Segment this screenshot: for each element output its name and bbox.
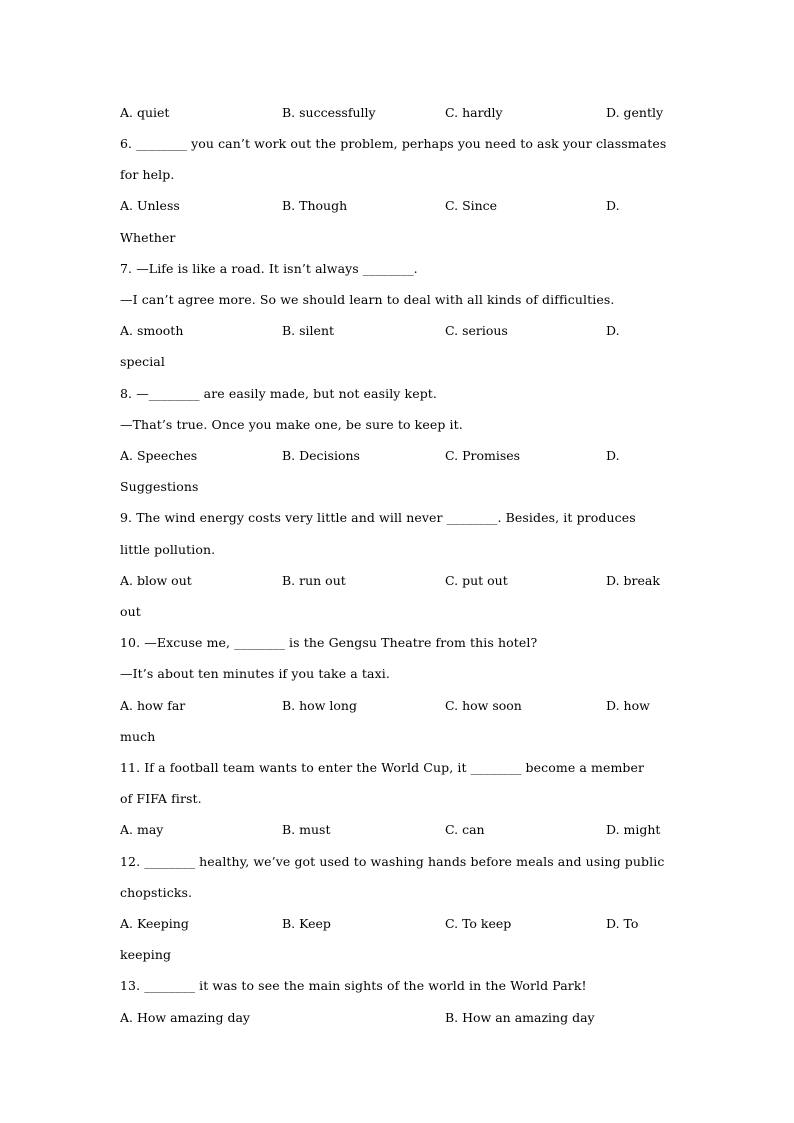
option-d: D. gently — [606, 105, 664, 120]
question-8-text: 8. —________ are easily made, but not easily kept. — [120, 386, 438, 401]
option-c: C. can — [445, 822, 485, 837]
option-d: D. break — [606, 573, 660, 588]
option-d-text: Suggestions — [120, 479, 199, 494]
option-b: B. silent — [282, 323, 335, 338]
question-6-text-cont: for help. — [120, 167, 175, 182]
option-a: A. Speeches — [120, 448, 198, 463]
question-10-reply: —It’s about ten minutes if you take a taxi. — [120, 666, 390, 681]
option-b: B. Though — [282, 198, 348, 213]
option-d: D. how — [606, 698, 650, 713]
question-9-text: 9. The wind energy costs very little and will never ________. Besides, it produces — [120, 510, 636, 525]
question-10-text: 10. —Excuse me, ________ is the Gengsu Theatre from this hotel? — [120, 635, 538, 650]
option-d-text: keeping — [120, 947, 172, 962]
question-13-text: 13. ________ it was to see the main sights of the world in the World Park! — [120, 978, 587, 993]
question-12-text-cont: chopsticks. — [120, 885, 193, 900]
question-7-reply: —I can’t agree more. So we should learn to deal with all kinds of difficulties. — [120, 292, 615, 307]
option-a: A. how far — [120, 698, 186, 713]
option-b: B. must — [282, 822, 331, 837]
option-c: C. Since — [445, 198, 498, 213]
question-12-text: 12. ________ healthy, we’ve got used to washing hands before meals and using public — [120, 854, 665, 869]
option-b: B. successfully — [282, 105, 376, 120]
question-11-text-cont: of FIFA first. — [120, 791, 202, 806]
option-a: A. blow out — [120, 573, 192, 588]
option-a: A. quiet — [120, 105, 170, 120]
option-c: C. To keep — [445, 916, 512, 931]
option-d-text: much — [120, 729, 156, 744]
question-6-text: 6. ________ you can’t work out the problem, perhaps you need to ask your classmates — [120, 136, 667, 151]
option-a: A. may — [120, 822, 164, 837]
question-7-text: 7. —Life is like a road. It isn’t always ________. — [120, 261, 418, 276]
option-d-text: special — [120, 354, 165, 369]
option-d: D. might — [606, 822, 661, 837]
option-a: A. How amazing day — [120, 1010, 250, 1025]
option-b: B. run out — [282, 573, 346, 588]
option-b: B. how long — [282, 698, 357, 713]
option-c: C. hardly — [445, 105, 503, 120]
question-8-reply: —That’s true. Once you make one, be sure to keep it. — [120, 417, 463, 432]
option-c: C. Promises — [445, 448, 521, 463]
option-d: D. — [606, 448, 620, 463]
option-a: A. Unless — [120, 198, 180, 213]
option-a: A. smooth — [120, 323, 184, 338]
option-b: B. Keep — [282, 916, 331, 931]
option-d-text: Whether — [120, 230, 176, 245]
option-c: C. put out — [445, 573, 508, 588]
option-a: A. Keeping — [120, 916, 189, 931]
option-c: C. serious — [445, 323, 508, 338]
question-9-text-cont: little pollution. — [120, 542, 216, 557]
option-b: B. Decisions — [282, 448, 360, 463]
option-d: D. — [606, 323, 620, 338]
option-c: C. how soon — [445, 698, 522, 713]
option-d-text: out — [120, 604, 141, 619]
question-11-text: 11. If a football team wants to enter the World Cup, it ________ become a member — [120, 760, 645, 775]
option-d: D. To — [606, 916, 639, 931]
option-d: D. — [606, 198, 620, 213]
option-b: B. How an amazing day — [445, 1010, 595, 1025]
